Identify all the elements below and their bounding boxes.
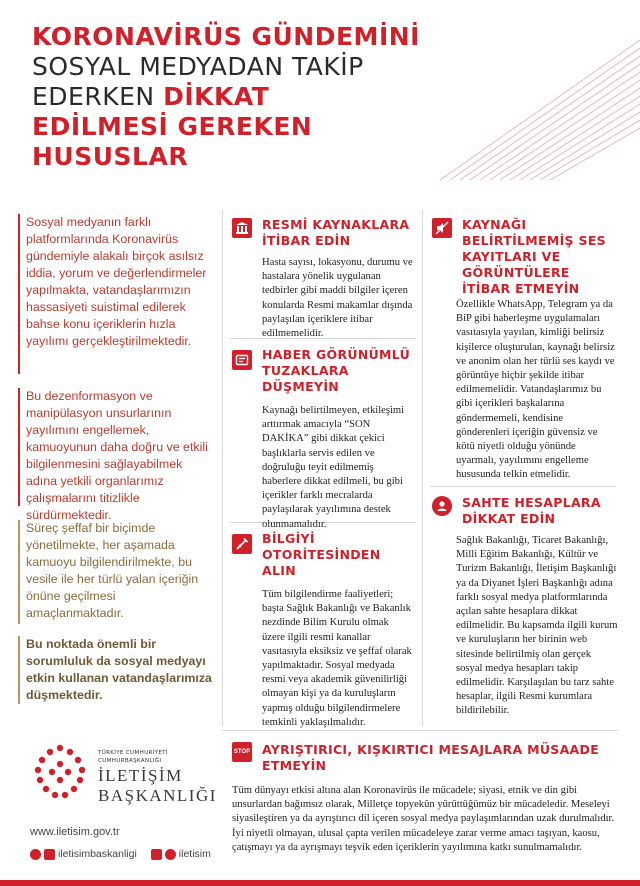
section-6-body: Tüm dünyayı etkisi altına alan Koronavirüs ile mücadele; siyasi, etnik ve din gibi unsurlardan bağımsız olarak, Milletçe topyekûn yürüttüğümüz bir mücadeledir. Meseleyi siyasileştiren ya da ayrıştırıcı dil içeren sosyal medya paylaşımlarından uzak durulmalıdır. İyi niyetli olmayan, ulusal çapta verilen mücadeleye zarar verme amacı taşıyan, kaosu, çatışmayı ya da ayrışmayı teşvik eden içeriklerin yayılımına katkı sunulmamalıdır.: [232, 785, 615, 853]
social-handle-1[interactable]: iletisimbaskanligi: [58, 848, 137, 860]
twitter-icon[interactable]: [151, 849, 162, 860]
ban-icon: STOP: [232, 742, 252, 762]
section-5-body: Sağlık Bakanlığı, Ticaret Bakanlığı, Milli Eğitim Bakanlığı, Kültür ve Turizm Bakanlığı, İletişim Başkanlığı ya da Diyanet İşleri Başkanlığı adına farklı sosyal medya platformlarında açılan sahte hesaplara dikkat edilmelidir. Bu kapsamda ilgili kurum ve kuruluşların her birinin web sitesinde belirtilmiş olan gerçek sosyal medya hesapları takip edilmelidir. Karşılaşılan bu tarz sahte hesaplar, ilgili Resmi kurumlara bildirilebilir.: [456, 535, 618, 717]
section-4-body: Özellikle WhatsApp, Telegram ya da BiP gibi haberleşme uygulamaları vasıtasıyla yayılan, kimliği belirsiz kişilerce oluşturulan, kaynağı belirsiz ve anonim olan her türlü ses kaydı ve görüntüye hiçbir şekilde itibar edilmemelidir. Vatandaşlarımız bu gibi içerikleri başkalarına göndermemeli, kendisine gönderenleri içeriğin güvensiz ve kötü niyetli olduğu yönünde uyarmalı, yayılımını engelleme hususunda telkin etmelidir.: [456, 299, 615, 481]
section-5-title: SAHTE HESAPLARA DİKKAT EDİN: [462, 495, 601, 526]
divider: [222, 210, 223, 726]
accent-bar: [18, 214, 20, 374]
mute-icon: [432, 218, 452, 238]
intro-paragraph-3: Süreç şeffaf bir biçimde yönetilmekte, her aşamada kamuoyu bilgilendirilmekte, bu vesile ile her türlü yalan içeriğin önüne geçilmesi amaçlanmaktadır.: [26, 521, 199, 620]
section-2-title: HABER GÖRÜNÜMLÜ TUZAKLARA DÜŞMEYİN: [262, 347, 411, 394]
org-name-2: BAŞKANLIĞI: [98, 786, 217, 805]
org-line-2: CUMHURBAŞKANLIĞI: [98, 758, 162, 764]
intro-paragraph-4: Bu noktada önemli bir sorumluluk da sosyal medyayı etkin kullanan vatandaşlarımıza düşmektedir.: [26, 637, 212, 702]
syringe-icon: [232, 534, 252, 554]
bottom-accent-bar: [0, 880, 640, 886]
title-line-2: SOSYAL MEDYADAN TAKİP: [32, 52, 364, 81]
user-icon: [432, 496, 452, 516]
divider: [430, 486, 616, 487]
building-icon: [232, 218, 252, 238]
divider: [422, 210, 423, 726]
section-6-title: AYRIŞTIRICI, KIŞKIRTICI MESAJLARA MÜSAADE ETMEYİN: [262, 742, 600, 773]
section-4-title: KAYNAĞI BELİRTİLMEMİŞ SES KAYITLARI VE GÖRÜNTÜLERE İTİBAR ETMEYİN: [462, 217, 606, 296]
section-3-title: BİLGİYİ OTORİTESİNDEN ALIN: [262, 531, 381, 578]
accent-bar: [18, 520, 20, 624]
title-line-3-thin: EDERKEN: [32, 82, 164, 111]
decorative-stripes: [440, 40, 640, 180]
divider: [222, 730, 618, 731]
accent-bar: [18, 388, 20, 506]
newspaper-icon: [232, 350, 252, 370]
section-2-body: Kaynağı belirtilmeyen, etkileşimi arttırmak amacıyla “SON DAKİKA” gibi dikkat çekici başlıklarla servis edilen ve doğruluğu teyit edilmemiş haberlere dikkat edilmeli, bu gibi içerikler farklı mecralarda paylaşılarak yayılımına destek olunmamalıdır.: [262, 405, 405, 530]
instagram-icon[interactable]: [165, 849, 176, 860]
youtube-icon[interactable]: [44, 849, 55, 860]
title-line-3-bold: DİKKAT: [163, 82, 270, 111]
org-line-1: TÜRKİYE CUMHURİYETİ: [98, 750, 168, 756]
intro-paragraph-1: Sosyal medyanın farklı platformlarında Koronavirüs gündemiyle alakalı birçok asılsız iddia, yorum ve değerlendirmeler yapılmakta, vatandaşlarımızın hassasiyeti suistimal edilerek bahse konu içeriklerin hızla yayılımı gerçekleştirilmektedir.: [26, 215, 207, 348]
title-line-3: [32, 82, 452, 112]
title-line-1: KORONAVİRÜS GÜNDEMİNİ: [32, 22, 420, 51]
section-3-body: Tüm bilgilendirme faaliyetleri; başta Sağlık Bakanlığı ve Bakanlık nezdinde Bilim Kurulu olmak üzere ilgili resmi kanallar vasıtasıyla eksiksiz ve şeffaf olarak yapılmaktadır. Sosyal medyada resmi veya akademik güvenilirliği olmayan kişi ya da kuruluşların yapmış olduğu bilgilendirmelere temkinli yaklaşılmalıdır.: [262, 589, 412, 728]
website-link[interactable]: www.iletisim.gov.tr: [30, 826, 120, 838]
social-links: [30, 848, 211, 860]
social-handle-2[interactable]: iletisim: [178, 848, 211, 860]
title-line-4: EDİLMESİ GEREKEN: [32, 112, 313, 141]
section-1-title: RESMİ KAYNAKLARA İTİBAR EDİN: [262, 217, 410, 248]
accent-bar: [18, 636, 20, 704]
section-1-body: Hasta sayısı, lokasyonu, durumu ve hastalara yönelik uygulanan tedbirler gibi maddi bilgiler içeren konularda Resmi makamlar dışında paylaşılan içeriklere itibar edilmemelidir.: [262, 257, 413, 340]
title-line-5: HUSUSLAR: [32, 142, 189, 171]
iletisim-logo-icon: [30, 742, 90, 806]
page-title: [32, 22, 452, 172]
facebook-icon[interactable]: [30, 849, 41, 860]
intro-paragraph-2: Bu dezenformasyon ve manipülasyon unsurlarının yayılımını engellemek, kamuoyunun daha doğru ve etkili bilgilenmesini sağlayabilmek adına yetkili organlarımız çalışmalarını titizlikle sürdürmektedir.: [26, 389, 208, 522]
org-name-1: İLETİŞİM: [98, 766, 183, 785]
